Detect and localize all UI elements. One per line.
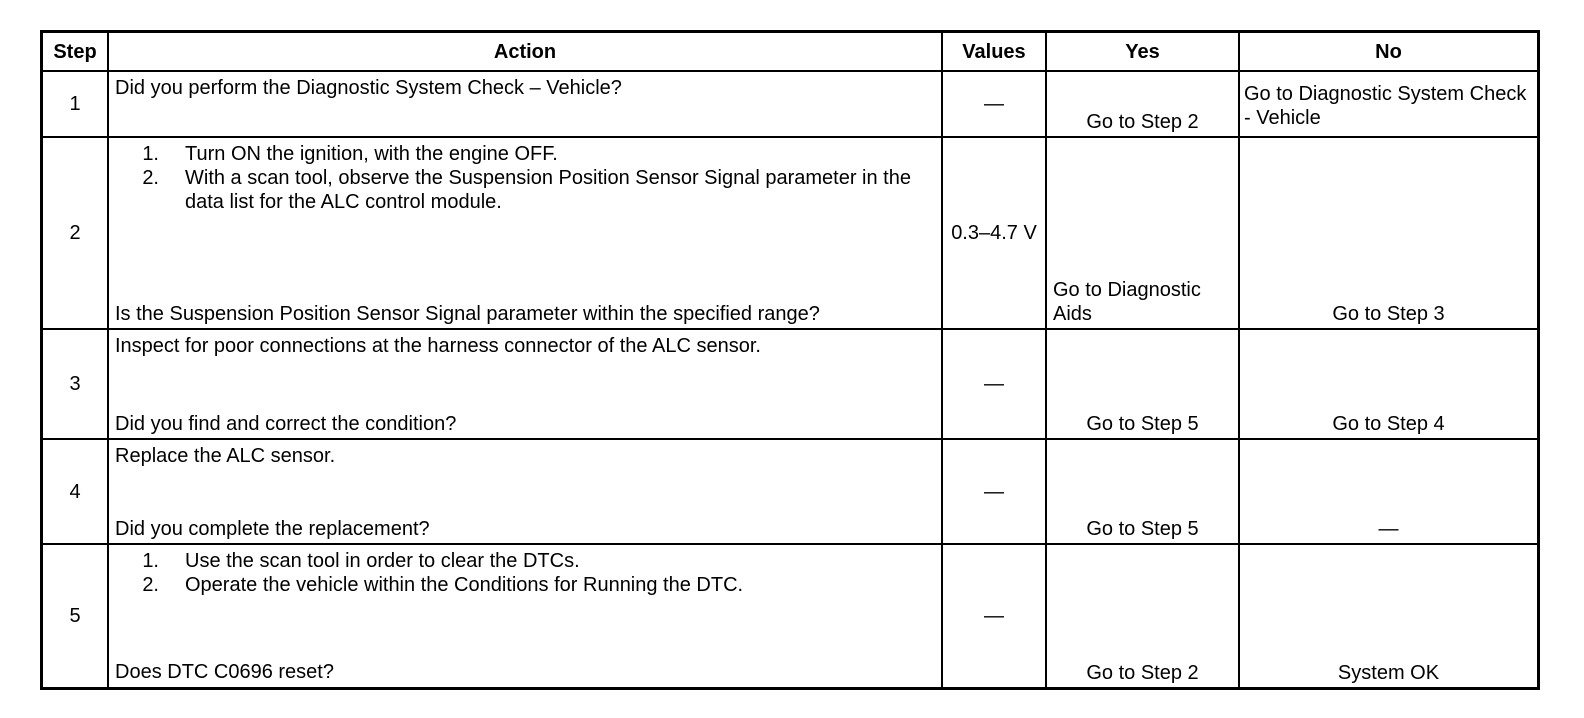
substep-list (115, 549, 935, 597)
action-cell (108, 137, 942, 329)
table-row (43, 137, 1537, 329)
values-cell: — (942, 544, 1046, 687)
header-step: Step (43, 33, 108, 71)
action-cell (108, 439, 942, 544)
yes-cell: Go to Step 5 (1046, 439, 1239, 544)
step-number: 1 (43, 71, 108, 137)
action-question: Is the Suspension Position Sensor Signal parameter within the specified range? (115, 303, 820, 325)
yes-cell: Go to Diagnostic Aids (1046, 137, 1239, 329)
diagnostic-table (43, 33, 1537, 687)
header-yes: Yes (1046, 33, 1239, 71)
header-no: No (1239, 33, 1537, 71)
yes-cell: Go to Step 5 (1046, 329, 1239, 439)
action-cell (108, 71, 942, 137)
substep-text: Use the scan tool in order to clear the DTCs. (185, 550, 580, 572)
no-cell: System OK (1239, 544, 1537, 687)
action-question: Did you complete the replacement? (115, 518, 430, 540)
substep-number: 1. (142, 550, 159, 572)
table-row (43, 329, 1537, 439)
yes-cell: Go to Step 2 (1046, 71, 1239, 137)
no-cell: — (1239, 439, 1537, 544)
action-question: Did you find and correct the condition? (115, 413, 457, 435)
substep-number: 2. (142, 167, 159, 189)
step-number: 3 (43, 329, 108, 439)
values-cell: — (942, 71, 1046, 137)
substep-item (115, 573, 935, 597)
header-values: Values (942, 33, 1046, 71)
substep-text: With a scan tool, observe the Suspension Position Sensor Signal parameter in the data list for the ALC control module. (185, 167, 911, 213)
action-instruction: Inspect for poor connections at the harness connector of the ALC sensor. (115, 335, 761, 357)
table-row (43, 71, 1537, 137)
step-number: 2 (43, 137, 108, 329)
substep-number: 1. (142, 143, 159, 165)
values-cell: — (942, 329, 1046, 439)
substep-list (115, 142, 935, 214)
substep-item (115, 166, 935, 214)
no-cell: Go to Step 3 (1239, 137, 1537, 329)
table-row (43, 544, 1537, 687)
step-number: 4 (43, 439, 108, 544)
values-cell: — (942, 439, 1046, 544)
step-number: 5 (43, 544, 108, 687)
no-cell: Go to Step 4 (1239, 329, 1537, 439)
substep-text: Operate the vehicle within the Conditions for Running the DTC. (185, 574, 744, 596)
action-question: Did you perform the Diagnostic System Check – Vehicle? (115, 77, 622, 99)
action-question: Does DTC C0696 reset? (115, 661, 334, 683)
substep-number: 2. (142, 574, 159, 596)
no-cell: Go to Diagnostic System Check - Vehicle (1239, 71, 1537, 137)
action-cell (108, 329, 942, 439)
action-cell (108, 544, 942, 687)
header-action: Action (108, 33, 942, 71)
substep-item (115, 549, 935, 573)
table-row (43, 439, 1537, 544)
header-row (43, 33, 1537, 71)
values-cell: 0.3–4.7 V (942, 137, 1046, 329)
action-instruction: Replace the ALC sensor. (115, 445, 336, 467)
substep-item (115, 142, 935, 166)
diagnostic-table-frame (40, 30, 1540, 690)
yes-cell: Go to Step 2 (1046, 544, 1239, 687)
substep-text: Turn ON the ignition, with the engine OFF. (185, 143, 558, 165)
